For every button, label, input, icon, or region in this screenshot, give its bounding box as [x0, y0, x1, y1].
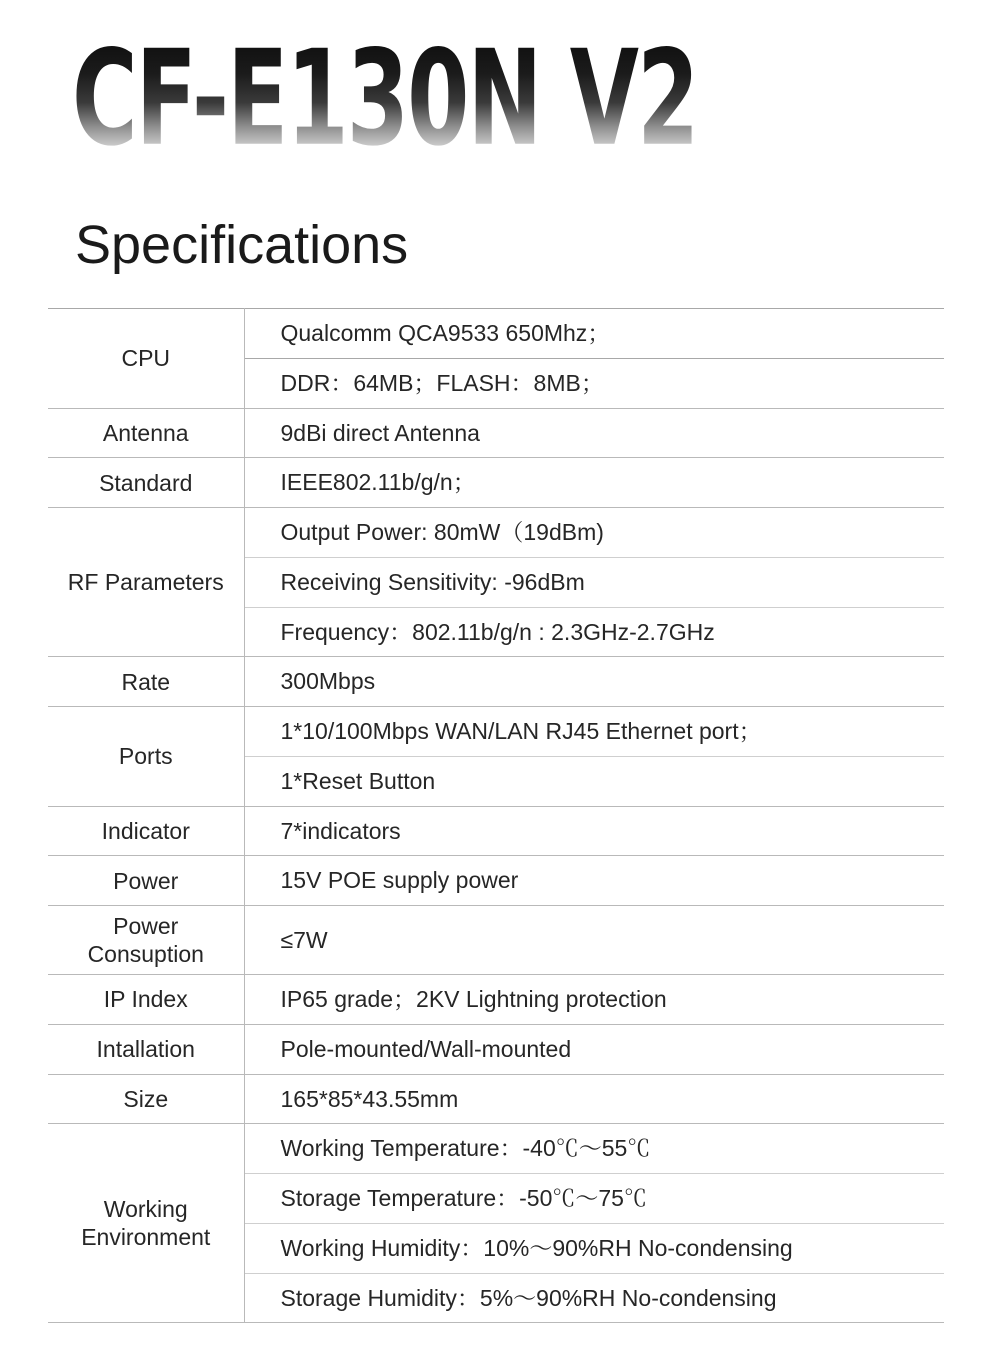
spec-value: 165*85*43.55mm: [244, 1074, 944, 1124]
table-row: [48, 906, 944, 975]
spec-label: Antenna: [48, 408, 244, 458]
table-row: [48, 657, 944, 707]
table-row: [48, 508, 944, 657]
spec-label: Intallation: [48, 1024, 244, 1074]
spec-label: Ports: [48, 707, 244, 807]
table-row: [48, 408, 944, 458]
spec-label: IP Index: [48, 975, 244, 1025]
spec-value: 7*indicators: [244, 806, 944, 856]
spec-value: Frequency：802.11b/g/n : 2.3GHz-2.7GHz: [245, 607, 945, 656]
table-row: [48, 1074, 944, 1124]
spec-value: Storage Humidity：5%～90%RH No-condensing: [245, 1273, 945, 1322]
table-row: [48, 806, 944, 856]
spec-value: IEEE802.11b/g/n；: [244, 458, 944, 508]
table-row: [48, 856, 944, 906]
spec-value-group: [244, 309, 944, 409]
spec-value: 9dBi direct Antenna: [244, 408, 944, 458]
spec-value: Receiving Sensitivity: -96dBm: [245, 557, 945, 607]
spec-label: Power: [48, 856, 244, 906]
table-row: [48, 1024, 944, 1074]
spec-value: Storage Temperature：-50℃～75℃: [245, 1174, 945, 1224]
spec-label: Power Consuption: [48, 906, 244, 975]
table-row: [48, 458, 944, 508]
spec-label: Indicator: [48, 806, 244, 856]
spec-value: 300Mbps: [244, 657, 944, 707]
spec-value: IP65 grade；2KV Lightning protection: [244, 975, 944, 1025]
spec-value: DDR：64MB；FLASH：8MB；: [245, 358, 945, 407]
spec-value: Working Humidity：10%～90%RH No-condensing: [245, 1223, 945, 1273]
spec-label: Rate: [48, 657, 244, 707]
spec-label: Standard: [48, 458, 244, 508]
spec-label: CPU: [48, 309, 244, 409]
spec-label: RF Parameters: [48, 508, 244, 657]
spec-value-group: [244, 1124, 944, 1323]
spec-label: Working Environment: [48, 1124, 244, 1323]
table-row: [48, 975, 944, 1025]
table-row: [48, 707, 944, 807]
spec-value: 1*10/100Mbps WAN/LAN RJ45 Ethernet port；: [280, 718, 762, 744]
product-title: CF-E130N V2: [72, 34, 917, 166]
page-title: Specifications: [75, 215, 409, 275]
spec-value: 15V POE supply power: [244, 856, 944, 906]
spec-value: Pole-mounted/Wall-mounted: [244, 1024, 944, 1074]
table-row: [48, 1124, 944, 1323]
spec-value-group: [244, 508, 944, 657]
spec-value: Qualcomm QCA9533 650Mhz；: [280, 320, 611, 346]
specifications-table: [48, 308, 944, 1323]
spec-value: ≤7W: [244, 906, 944, 975]
table-row: [48, 309, 944, 409]
spec-value-group: [244, 707, 944, 807]
spec-value: 1*Reset Button: [245, 756, 945, 805]
spec-value: Working Temperature：-40℃～55℃: [280, 1135, 651, 1162]
spec-value: Output Power: 80mW（19dBm): [280, 519, 604, 545]
spec-label: Size: [48, 1074, 244, 1124]
